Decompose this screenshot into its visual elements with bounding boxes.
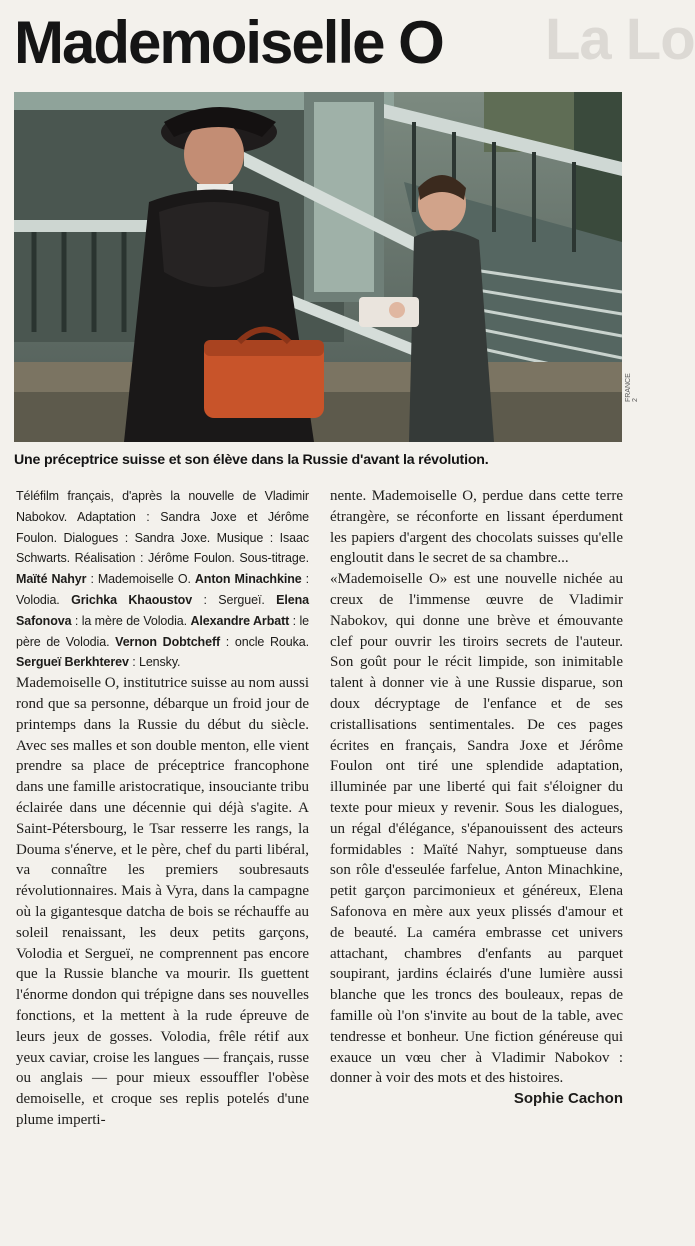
cast-role: : le père de Volodia. — [16, 613, 309, 649]
cast-actor: Elena Safonova — [16, 592, 309, 628]
photo-caption: Une préceptrice suisse et son élève dans la Russie d'avant la révolution. — [14, 452, 489, 468]
column-left — [16, 486, 309, 1131]
cast-actor: Vernon Dobtcheff — [115, 634, 221, 649]
body-paragraph: Mademoiselle O, institutrice suisse au nom aussi rond que sa personne, débarque un froid jour de printemps dans la Russie du début du siècle. Avec ses malles et son double menton, elle vient prendre sa place de préceptrice francophone dans une famille aristocratique, insouciante tribu éclairée dans une décennie qui déjà s'agite. A Saint-Pétersbourg, le Tsar resserre les rangs, la Douma s'énerve, et le père, chef du parti libéral, va connaître les premiers soubresauts révolutionnaires. Mais à Vyra, dans la campagne où la gigantesque datcha de bois se réchauffe au soleil renaissant, les deux petits garçons, Volodia et Sergueï, ne comprennent pas encore que la Russie blanche va mourir. Ils guettent l'énorme dondon qui trépigne dans ses nouvelles fonctions, et la mettent à la rude épreuve de leurs jeux de gosses. Volodia, frêle rétif aux yeux caviar, croise les langues — français, russe ou anglais — pour mieux essouffler l'obèse demoiselle, et croque ses replis potelés d'une plume imperti- — [16, 675, 309, 1128]
article-title: Mademoiselle O — [14, 9, 443, 76]
neighbor-article-title: La Lo — [545, 7, 695, 72]
cast-role: : Sergueï. — [192, 592, 277, 607]
body-paragraph — [330, 569, 623, 1108]
cast-actor: Maïté Nahyr — [16, 572, 87, 587]
photo-credit: FRANCE 2 — [625, 373, 639, 402]
author-signature: Sophie Cachon — [513, 1090, 623, 1108]
cast-list — [16, 572, 309, 669]
cast-actor: Anton Minachkine — [194, 572, 302, 587]
article-photo — [14, 92, 622, 442]
cast-actor: Grichka Khaoustov — [71, 592, 193, 607]
production-credits — [16, 486, 309, 673]
body-paragraph-text: «Mademoiselle O» est une nouvelle nichée au creux de l'immense œuvre de Vladimir Nabokov, qui donne une brève et émouvante clef pour ouvrir les tiroirs secrets de l'auteur. Son goût pour le récit limpide, son inimitable talent à donner vie à une Russie disparue, son doux décryptage de l'enfance et de ses cristallisations sentimentales. De ces pages écrites en français, Sandra Joxe et Jérôme Foulon ont tiré une splendide adaptation, illuminée par une liberté qui fait s'éloigner du texte pour mieux y revenir. Sous les dialogues, un régal d'élégance, s'épanouissent des acteurs formidables : Maïté Nahyr, somptueuse dans son rôle d'esseulée farfelue, Anton Minachkine, petit garçon parcimonieux et généreux, Elena Safonova en mère aux yeux plissés d'amour et de beauté. La caméra embrasse cet univers attachant, chambres d'enfants au parquet soupirant, jardins éclairés d'une lumière aussi blanche que les troncs des bouleaux, repas de famille où l'on s'invite au bout de la table, avec tendresse et bonheur. Une fiction généreuse qui exauce un vœu cher à Vladimir Nabokov : donner à voir des mots et des histoires. — [330, 571, 623, 1087]
cast-role: : Volodia. — [16, 572, 310, 607]
column-right — [330, 486, 623, 1110]
cast-actor: Alexandre Arbatt — [190, 613, 290, 628]
cast-actor: Sergueï Berkhterev — [16, 655, 129, 670]
cast-role: : Mademoiselle O. — [86, 572, 195, 587]
body-paragraph: nente. Mademoiselle O, perdue dans cette terre étrangère, se réconforte en lissant éperdument les papiers d'argent des chocolats suisses qu'elle engloutit dans le secret de sa chambre... — [330, 488, 623, 567]
cast-role: : Lensky. — [128, 655, 181, 670]
cast-role: : la mère de Volodia. — [71, 613, 191, 628]
credits-intro: Téléfilm français, d'après la nouvelle de Vladimir Nabokov. Adaptation : Sandra Joxe et Jérôme Foulon. Dialogues : Sandra Joxe. Musique : Isaac Schwarts. Réalisation : Jérôme Foulon. Sous-titrage. — [16, 489, 309, 566]
cast-role: : oncle Rouka. — [220, 634, 309, 649]
